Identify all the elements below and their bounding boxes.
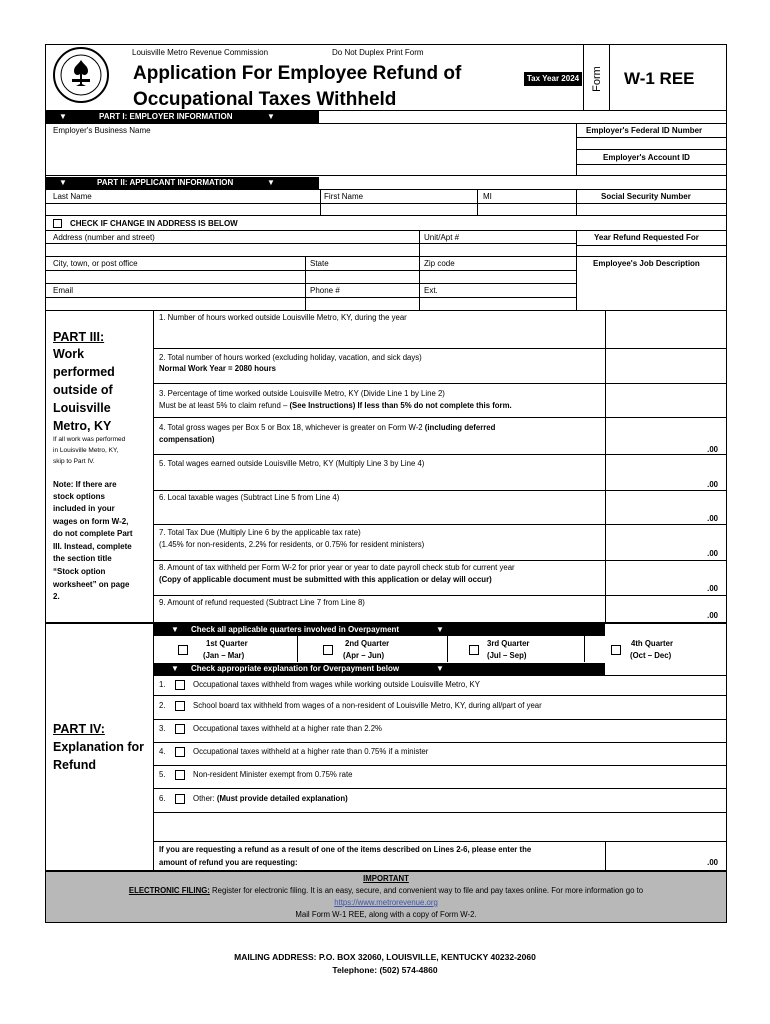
reason-6-checkbox[interactable]	[175, 794, 185, 804]
q4-checkbox[interactable]	[611, 645, 621, 655]
chevron-down-icon: ▼	[267, 178, 275, 187]
job-description-label: Employee's Job Description	[593, 259, 700, 268]
q3-label: 3rd Quarter	[487, 639, 530, 648]
reason-2-text: School board tax withheld from wages of a non-resident of Louisville Metro, KY, during all/part of year	[193, 701, 542, 710]
explanation-bar-label: Check appropriate explanation for Overpayment below	[191, 664, 400, 673]
reason-3-text: Occupational taxes withheld at a higher rate than 2.2%	[193, 724, 382, 733]
unit-label: Unit/Apt #	[424, 233, 460, 242]
last-name-label: Last Name	[53, 192, 92, 201]
line6-cents: .00	[707, 514, 718, 523]
q1-label: 1st Quarter	[206, 639, 248, 648]
line4-note: compensation)	[159, 435, 215, 444]
stock-note-2: stock options	[53, 492, 106, 501]
reason-4-text: Occupational taxes withheld at a higher rate than 0.75% if a minister	[193, 747, 429, 756]
form-right-border	[726, 44, 727, 872]
quarter-divider-1	[297, 636, 298, 662]
form-label-wrap	[586, 62, 606, 96]
reason-1-number: 1.	[159, 680, 166, 689]
reason-2-number: 2.	[159, 701, 166, 710]
ext-label: Ext.	[424, 286, 438, 295]
stock-note-9: worksheet” on page	[53, 580, 130, 589]
important-bottom-border	[45, 922, 727, 923]
reason-4-checkbox[interactable]	[175, 747, 185, 757]
metrorevenue-link[interactable]: https://www.metrorevenue.org	[334, 898, 438, 907]
email-label: Email	[53, 286, 74, 295]
part4-subtitle-2: Refund	[53, 758, 97, 772]
reason-2-checkbox[interactable]	[175, 701, 185, 711]
reason-5-checkbox[interactable]	[175, 770, 185, 780]
stock-note-1: Note: If there are	[53, 480, 117, 489]
line3-amount-field[interactable]	[606, 384, 726, 417]
line4-cents: .00	[707, 445, 718, 454]
change-address-checkbox[interactable]	[53, 219, 62, 228]
state-label: State	[310, 259, 329, 268]
q2-label: 2nd Quarter	[345, 639, 390, 648]
mail-instructions: Mail Form W-1 REE, along with a copy of Form W-2.	[295, 910, 477, 919]
stock-note-10: 2.	[53, 592, 60, 601]
line6-amount-field[interactable]	[606, 491, 726, 524]
line8-label: 8. Amount of tax withheld per Form W-2 for prior year or year to date payroll check stub for current year	[159, 563, 515, 572]
reason-3-checkbox[interactable]	[175, 724, 185, 734]
form-id: W-1 REE	[624, 69, 695, 88]
line5-cents: .00	[707, 480, 718, 489]
line2-amount-field[interactable]	[606, 349, 726, 383]
reason-6-text	[193, 794, 348, 804]
first-name-label: First Name	[324, 192, 364, 201]
stock-note-8: “Stock option	[53, 567, 106, 576]
name-row-bottom	[45, 215, 727, 216]
stock-note-6: III. Instead, complete	[53, 542, 132, 551]
reason-5-number: 5.	[159, 770, 166, 779]
part4-subtitle-1: Explanation for	[53, 740, 144, 754]
electronic-filing-label: ELECTRONIC FILING:	[128, 886, 210, 895]
line2-label: 2. Total number of hours worked (excluding holiday, vacation, and sick days)	[159, 353, 422, 362]
ssn-field[interactable]	[577, 204, 726, 215]
line3-note	[159, 401, 512, 411]
quarter-divider-2	[447, 636, 448, 662]
chevron-down-icon: ▼	[171, 664, 179, 673]
account-id-label: Employer's Account ID	[603, 153, 690, 162]
header-top-border	[45, 44, 727, 45]
q4-range: (Oct – Dec)	[630, 651, 672, 660]
city-field[interactable]	[46, 271, 305, 283]
q4-label: 4th Quarter	[631, 639, 674, 648]
account-id-field[interactable]	[577, 165, 726, 175]
reason-5-text: Non-resident Minister exempt from 0.75% rate	[193, 770, 353, 779]
line1-label: 1. Number of hours worked outside Louisville Metro, KY, during the year	[159, 313, 407, 322]
line6-label: 6. Local taxable wages (Subtract Line 5 from Line 4)	[159, 493, 340, 502]
reason-2-bottom	[153, 719, 726, 720]
year-refund-label: Year Refund Requested For	[594, 233, 699, 242]
unit-field[interactable]	[420, 244, 576, 256]
metrorevenue-link-wrap	[45, 898, 727, 908]
line8-note: (Copy of applicable document must be submitted with this application or delay will occur)	[159, 575, 492, 584]
city-top-line	[45, 256, 727, 257]
line8-amount-field[interactable]	[606, 561, 726, 595]
form-title-line2: Occupational Taxes Withheld	[133, 89, 397, 110]
email-top-line	[45, 283, 576, 284]
line4-label	[159, 423, 495, 433]
line5-label: 5. Total wages earned outside Louisville Metro, KY (Multiply Line 3 by Line 4)	[159, 459, 425, 468]
job-description-field[interactable]	[577, 271, 726, 310]
zip-label: Zip code	[424, 259, 455, 268]
line7-cents: .00	[707, 549, 718, 558]
all-work-note-2: in Louisville Metro, KY,	[53, 447, 119, 454]
part4-title: PART IV:	[53, 722, 105, 736]
reason-4-bottom	[153, 765, 726, 766]
header-divider-2	[609, 44, 610, 110]
reason-6-text-label: Other:	[193, 794, 217, 803]
line4-label-bold: (including deferred	[424, 423, 496, 432]
part3-subtitle-3: outside of	[53, 383, 113, 397]
address-top-line	[45, 230, 727, 231]
ext-field[interactable]	[420, 298, 576, 310]
line4-amount-field[interactable]	[606, 418, 726, 454]
part2-header-line	[45, 189, 727, 190]
refund-request-line1: If you are requesting a refund as a result of one of the items described on Lines 2-6, please enter the	[159, 845, 532, 854]
mi-label: MI	[483, 192, 492, 201]
last-name-field[interactable]	[46, 204, 320, 215]
zip-field[interactable]	[420, 271, 576, 283]
reason-6-text-bold: (Must provide detailed explanation)	[216, 794, 348, 803]
q2-range: (Apr – Jun)	[343, 651, 385, 660]
electronic-filing-line	[45, 886, 727, 896]
reason-1-text: Occupational taxes withheld from wages while working outside Louisville Metro, KY	[193, 680, 480, 689]
part2-bar-label: PART II: APPLICANT INFORMATION	[97, 178, 234, 187]
phone-field[interactable]	[306, 298, 419, 310]
quarters-bar-label: Check all applicable quarters involved in Overpayment	[191, 625, 400, 634]
refund-request-line2: amount of refund you are requesting:	[159, 858, 298, 867]
line4-label-text: 4. Total gross wages per Box 5 or Box 18, whichever is greater on Form W-2	[159, 423, 425, 432]
mi-field[interactable]	[478, 204, 576, 215]
federal-id-field[interactable]	[577, 138, 726, 149]
line7-amount-field[interactable]	[606, 525, 726, 560]
form-title-line1: Application For Employee Refund of	[133, 63, 462, 84]
mailing-address: MAILING ADDRESS: P.O. BOX 32060, LOUISVILLE, KENTUCKY 40232-2060	[234, 952, 536, 962]
federal-id-bottom	[576, 149, 726, 150]
chevron-down-icon: ▼	[59, 178, 67, 187]
stock-note-4: wages on form W-2,	[53, 517, 129, 526]
part2-top-line	[45, 175, 727, 176]
part3-title: PART III:	[53, 330, 105, 344]
telephone: Telephone: (502) 574-4860	[332, 965, 438, 975]
q3-checkbox[interactable]	[469, 645, 479, 655]
all-work-note-1: If all work was performed	[53, 436, 126, 443]
reason-3-bottom	[153, 742, 726, 743]
line1-amount-field[interactable]	[606, 311, 726, 348]
chevron-down-icon: ▼	[436, 664, 444, 673]
refund-cents: .00	[707, 858, 718, 867]
address-field[interactable]	[46, 244, 419, 256]
electronic-filing-text: Register for electronic filing. It is an easy, secure, and convenient way to file and pay taxes online. For more information go to	[209, 886, 644, 895]
reason-4-number: 4.	[159, 747, 166, 756]
reason-5-bottom	[153, 788, 726, 789]
all-work-note-3: skip to Part IV.	[53, 458, 95, 465]
important-heading: IMPORTANT	[363, 874, 409, 883]
part1-header-line	[45, 123, 727, 124]
line3-note-text: Must be at least 5% to claim refund –	[159, 401, 290, 410]
reason-1-bottom	[153, 695, 726, 696]
part3-subtitle-4: Louisville	[53, 401, 111, 415]
stock-note-5: do not complete Part	[53, 529, 133, 538]
line3-label: 3. Percentage of time worked outside Louisville Metro, KY (Divide Line 1 by Line 2)	[159, 389, 445, 398]
line3-note-bold: (See Instructions) If less than 5% do not complete this form.	[289, 401, 512, 410]
q1-checkbox[interactable]	[178, 645, 188, 655]
email-field[interactable]	[46, 298, 305, 310]
chevron-down-icon: ▼	[59, 112, 67, 121]
employer-business-name-field[interactable]	[45, 137, 576, 175]
employer-business-name-label: Employer's Business Name	[53, 126, 151, 135]
part1-bar-label: PART I: EMPLOYER INFORMATION	[99, 112, 233, 121]
chevron-down-icon: ▼	[436, 625, 444, 634]
city-label: City, town, or post office	[53, 259, 138, 268]
explain-bar-bottom	[153, 675, 726, 676]
line2-note: Normal Work Year = 2080 hours	[159, 364, 276, 373]
ssn-label: Social Security Number	[601, 192, 691, 201]
line9-amount-field[interactable]	[606, 596, 726, 622]
q3-range: (Jul – Sep)	[487, 651, 527, 660]
line8-cents: .00	[707, 584, 718, 593]
federal-id-label: Employer's Federal ID Number	[586, 126, 703, 135]
q1-range: (Jan – Mar)	[203, 651, 245, 660]
other-explanation-field[interactable]	[154, 813, 726, 841]
part2-bar	[45, 177, 319, 189]
part3-subtitle-5: Metro, KY	[53, 419, 112, 433]
line9-label: 9. Amount of refund requested (Subtract Line 7 from Line 8)	[159, 598, 365, 607]
line9-cents: .00	[707, 611, 718, 620]
explanation-bar	[154, 663, 605, 675]
line7-note: (1.45% for non-residents, 2.2% for residents, or 0.75% for resident ministers)	[159, 540, 425, 549]
line7-label: 7. Total Tax Due (Multiply Line 6 by the applicable tax rate)	[159, 528, 361, 537]
state-field[interactable]	[306, 271, 419, 283]
first-name-field[interactable]	[321, 204, 477, 215]
line5-amount-field[interactable]	[606, 455, 726, 490]
quarters-bar	[154, 624, 605, 636]
part1-bar	[45, 111, 319, 123]
chevron-down-icon: ▼	[267, 112, 275, 121]
change-address-label: CHECK IF CHANGE IN ADDRESS IS BELOW	[70, 219, 238, 228]
duplex-note: Do Not Duplex Print Form	[332, 48, 424, 57]
chevron-down-icon: ▼	[171, 625, 179, 634]
quarter-divider-3	[584, 636, 585, 662]
stock-note-7: the section title	[53, 554, 112, 563]
reason-6-number: 6.	[159, 794, 166, 803]
tax-year-badge: Tax Year 2024	[524, 72, 582, 86]
seal-logo	[52, 46, 110, 104]
q2-checkbox[interactable]	[323, 645, 333, 655]
header-divider-1	[583, 44, 584, 110]
commission-name: Louisville Metro Revenue Commission	[132, 48, 269, 57]
reason-3-number: 3.	[159, 724, 166, 733]
stock-note-3: included in your	[53, 504, 115, 513]
phone-label: Phone #	[310, 286, 340, 295]
part3-subtitle-2: performed	[53, 365, 115, 379]
form-label: Form	[591, 66, 603, 92]
part3-subtitle-1: Work	[53, 347, 85, 361]
part3-left-column-divider	[153, 310, 154, 623]
reason-1-checkbox[interactable]	[175, 680, 185, 690]
year-refund-field[interactable]	[577, 246, 726, 256]
address-label: Address (number and street)	[53, 233, 155, 242]
